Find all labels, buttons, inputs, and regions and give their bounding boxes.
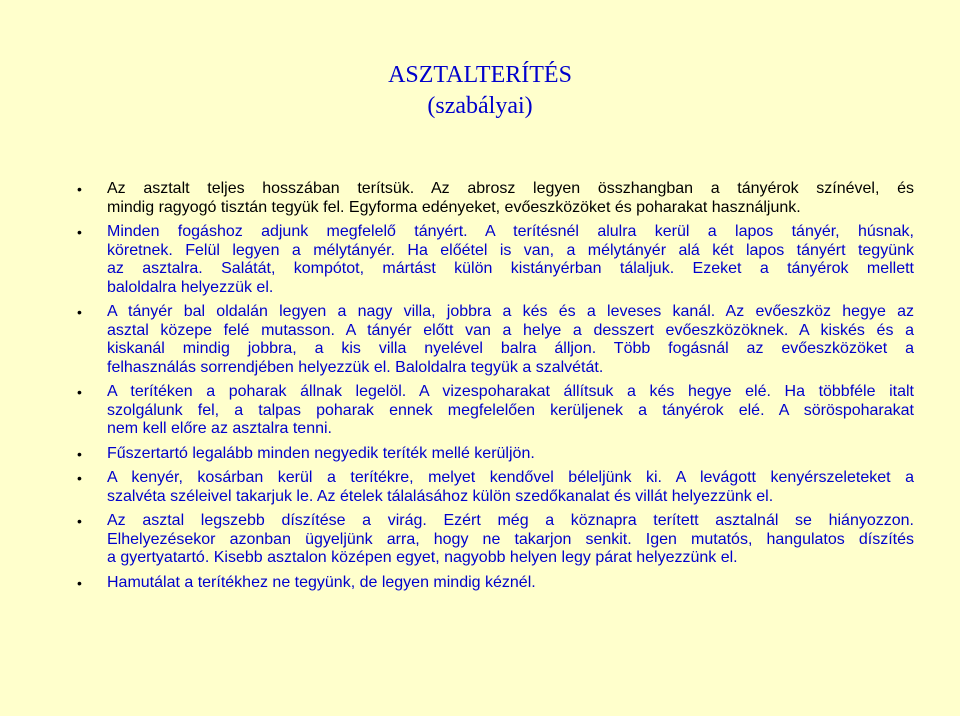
- rule-line: köretnek. Felül legyen a mélytányér. Ha előétel is van, a mélytányér alá két lapos tányért tegyünk: [107, 241, 914, 259]
- rule-text: [107, 445, 914, 464]
- rule-text: [107, 383, 914, 439]
- rule-line: asztal közepe felé mutasson. A tányér előtt van a helye a desszert evőeszközöknek. A kiskés és a: [107, 321, 914, 339]
- rule-line: szolgálunk fel, a talpas poharak ennek megfelelően kerüljenek a tányérok elé. A söröspoharakat: [107, 401, 914, 419]
- bullet-icon: •: [77, 470, 82, 486]
- rule-item: [0, 303, 960, 377]
- rule-item: [0, 223, 960, 297]
- rule-item: [0, 574, 960, 593]
- rule-line: kiskanál mindig jobbra, a kis villa nyelével balra álljon. Több fogásnál az evőeszközöket a: [107, 340, 914, 357]
- title-main: ASZTALTERÍTÉS: [388, 62, 572, 88]
- rule-line: mindig ragyogó tisztán tegyük fel. Egyforma edényeket, evőeszközöket és poharakat használjunk.: [107, 198, 801, 216]
- rule-text: [107, 223, 914, 297]
- rule-text: [107, 512, 914, 568]
- rule-item: [0, 469, 960, 506]
- rule-line: a gyertyatartó. Kisebb asztalon középen egyet, nagyobb helyen legy párat helyezzünk el.: [107, 549, 738, 566]
- rule-line: Hamutálat a terítékhez ne tegyünk, de legyen mindig kéznél.: [107, 573, 536, 591]
- bullet-icon: •: [77, 445, 82, 462]
- bullet-icon: •: [77, 384, 82, 400]
- rule-line: Fűszertartó legalább minden negyedik teríték mellé kerüljön.: [107, 444, 535, 462]
- title-subtitle: (szabályai): [427, 93, 533, 119]
- rule-line: nem kell előre az asztalra tenni.: [107, 420, 332, 437]
- rule-text: [107, 469, 914, 506]
- rule-line: Az asztalt teljes hosszában terítsük. Az abrosz legyen összhangban a tányérok színével, és: [107, 180, 914, 197]
- rule-line: Az asztal legszebb díszítése a virág. Ezért még a köznapra terített asztalnál se hiányozzon.: [107, 512, 914, 529]
- rule-line: baloldalra helyezzük el.: [107, 278, 274, 296]
- rule-line: szalvéta széleivel takarjuk le. Az ételek tálalásához külön szedőkanalat és villát helyezzünk el.: [107, 487, 774, 505]
- rule-item: [0, 512, 960, 568]
- bullet-icon: •: [77, 513, 82, 529]
- rule-line: A kenyér, kosárban kerül a terítékre, melyet kendővel béleljünk ki. A levágott kenyérszeleteket a: [107, 469, 914, 486]
- rules-list: [0, 180, 960, 598]
- rule-line: A tányér bal oldalán legyen a nagy villa, jobbra a kés és a leveses kanál. Az evőeszköz hegye az: [107, 303, 914, 320]
- bullet-icon: •: [77, 574, 82, 591]
- rule-line: felhasználás sorrendjében helyezzük el. Baloldalra tegyük a szalvétát.: [107, 358, 604, 376]
- rule-text: [107, 180, 914, 217]
- rule-line: A terítéken a poharak állnak legelöl. A vizespoharakat állítsuk a kés hegye elé. Ha többféle italt: [107, 383, 914, 400]
- bullet-icon: •: [77, 304, 82, 320]
- document-title: [0, 60, 960, 122]
- rule-item: [0, 445, 960, 464]
- rule-line: Minden fogáshoz adjunk megfelelő tányért. A terítésnél alulra kerül a lapos tányér, húsnak,: [107, 223, 914, 240]
- bullet-icon: •: [77, 181, 82, 197]
- rule-item: [0, 180, 960, 217]
- rule-text: [107, 303, 914, 377]
- rule-line: Elhelyezésekor azonban ügyeljünk arra, hogy ne takarjon senkit. Igen mutatós, hangulatos díszítés: [107, 530, 914, 548]
- rule-text: [107, 574, 914, 593]
- rule-item: [0, 383, 960, 439]
- bullet-icon: •: [77, 224, 82, 240]
- rule-line: az asztalra. Salátát, kompótot, mártást külön kistányérban tálaljuk. Ezeket a tányérok mellett: [107, 260, 914, 277]
